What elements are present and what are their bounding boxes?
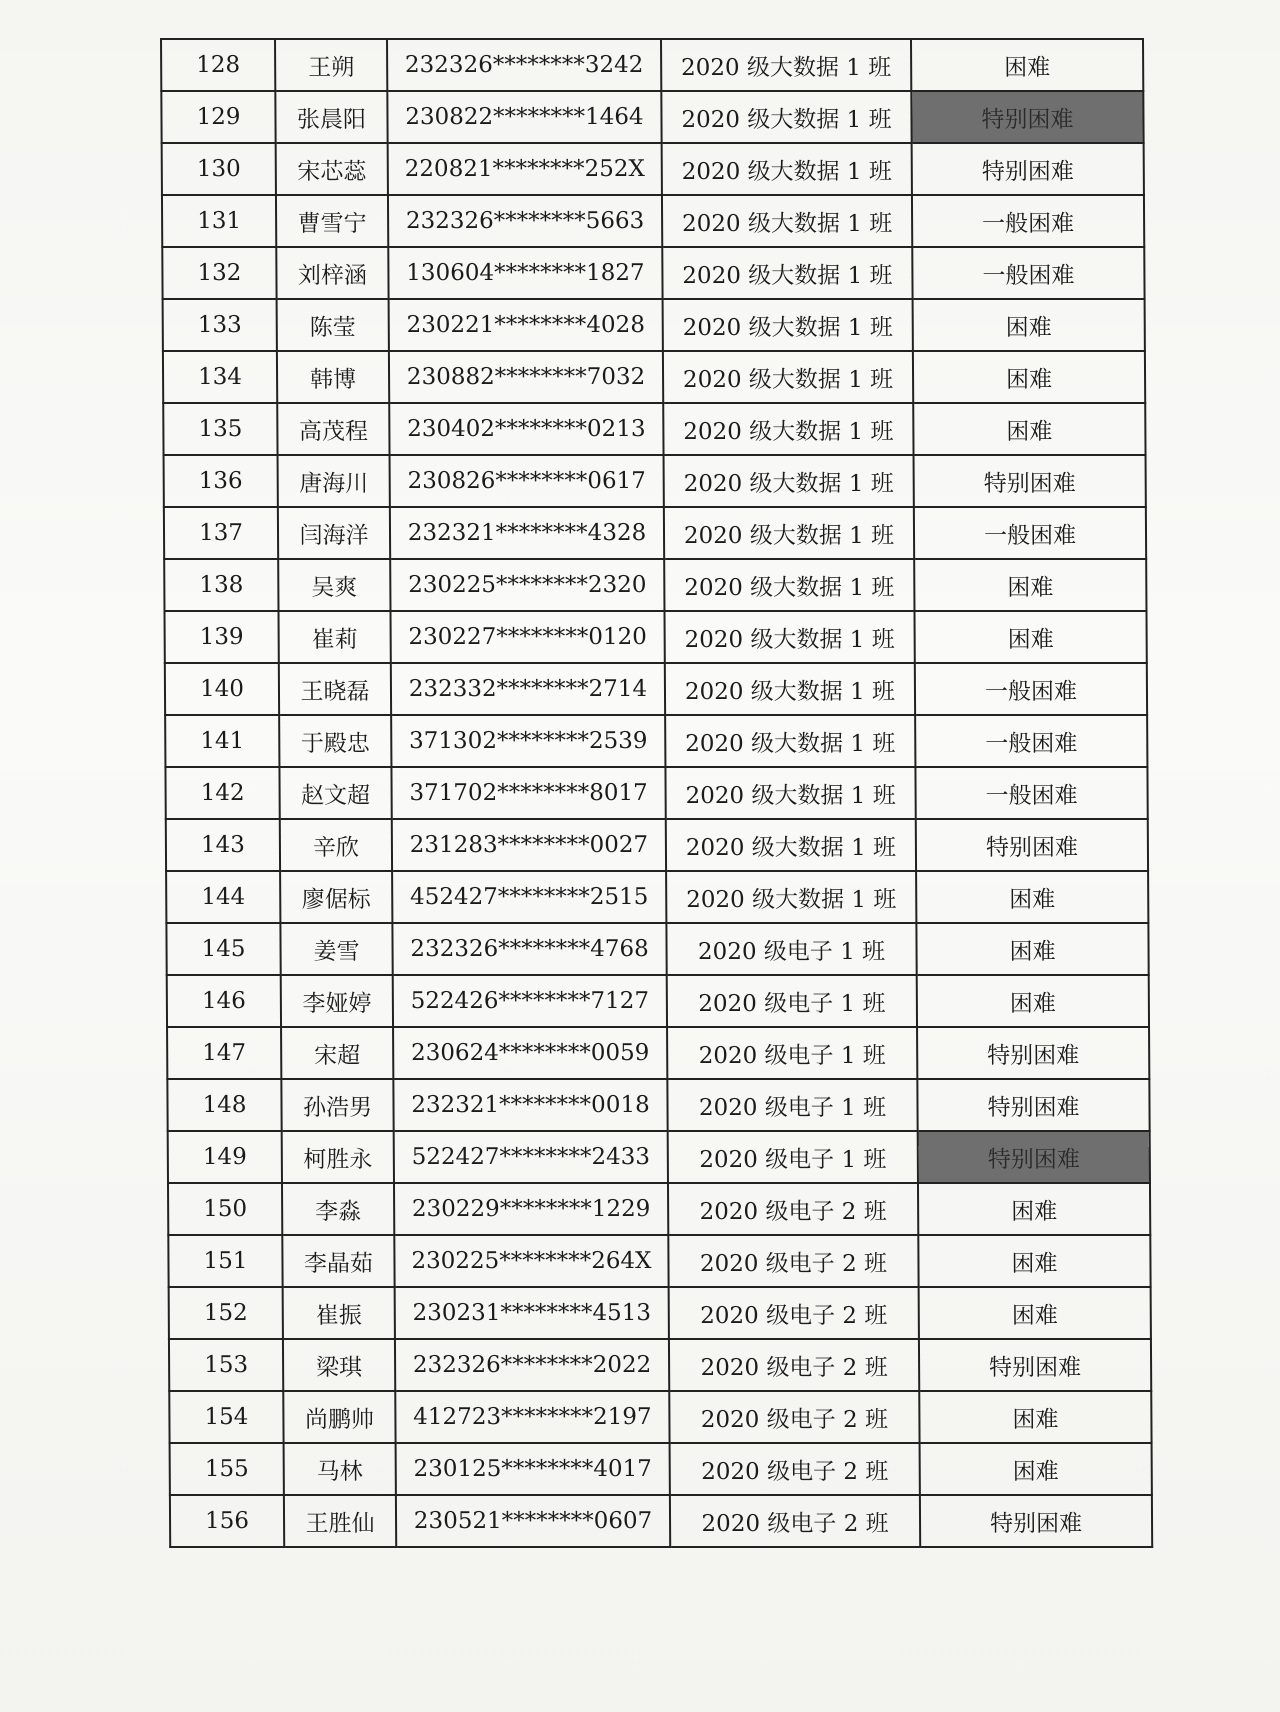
cell-id-number: 230882********7032 (389, 351, 663, 403)
cell-id-number: 231283********0027 (392, 819, 666, 871)
cell-id-number: 232332********2714 (391, 663, 665, 715)
cell-difficulty-level: 一般困难 (915, 663, 1147, 715)
cell-id-number: 371702********8017 (391, 767, 665, 819)
cell-class: 2020 级大数据 1 班 (663, 403, 913, 455)
cell-id-number: 220821********252X (388, 143, 662, 195)
cell-name: 刘梓涵 (276, 247, 388, 299)
table-row (163, 403, 1145, 455)
cell-difficulty-level: 特别困难 (916, 819, 1148, 871)
cell-difficulty-level: 特别困难 (917, 1027, 1149, 1079)
cell-class: 2020 级大数据 1 班 (666, 819, 916, 871)
cell-class: 2020 级大数据 1 班 (664, 455, 914, 507)
cell-difficulty-level: 一般困难 (914, 507, 1146, 559)
cell-difficulty-level: 困难 (916, 871, 1148, 923)
table-row (169, 1391, 1151, 1443)
cell-class: 2020 级大数据 1 班 (662, 195, 912, 247)
cell-name: 王晓磊 (279, 663, 391, 715)
cell-id-number: 371302********2539 (391, 715, 665, 767)
cell-class: 2020 级电子 1 班 (667, 1079, 917, 1131)
cell-id-number: 522426********7127 (393, 975, 667, 1027)
cell-class: 2020 级大数据 1 班 (661, 91, 911, 143)
table-row (167, 1079, 1149, 1131)
cell-class: 2020 级大数据 1 班 (664, 507, 914, 559)
cell-difficulty-level: 困难 (919, 1391, 1151, 1443)
table-row (164, 559, 1146, 611)
cell-difficulty-level: 困难 (913, 299, 1145, 351)
cell-id-number: 412723********2197 (395, 1391, 669, 1443)
table-row (163, 299, 1145, 351)
cell-name: 张晨阳 (275, 91, 387, 143)
cell-name: 王朔 (275, 39, 387, 91)
cell-name: 韩博 (277, 351, 389, 403)
table-row (169, 1287, 1151, 1339)
cell-class: 2020 级电子 2 班 (668, 1235, 918, 1287)
cell-name: 崔振 (283, 1287, 395, 1339)
cell-number: 128 (161, 39, 275, 91)
cell-class: 2020 级大数据 1 班 (662, 143, 912, 195)
cell-number: 154 (169, 1391, 283, 1443)
cell-name: 崔莉 (278, 611, 390, 663)
cell-name: 辛欣 (280, 819, 392, 871)
cell-name: 陈莹 (277, 299, 389, 351)
table-row (167, 975, 1149, 1027)
cell-difficulty-level: 一般困难 (912, 247, 1144, 299)
table-row (166, 923, 1148, 975)
cell-id-number: 230402********0213 (389, 403, 663, 455)
cell-name: 宋超 (281, 1027, 393, 1079)
cell-difficulty-level: 特别困难 (911, 91, 1143, 143)
cell-number: 132 (162, 247, 276, 299)
cell-difficulty-level: 困难 (914, 559, 1146, 611)
cell-name: 曹雪宁 (276, 195, 388, 247)
cell-number: 137 (164, 507, 278, 559)
cell-class: 2020 级大数据 1 班 (661, 39, 911, 91)
cell-class: 2020 级电子 2 班 (669, 1287, 919, 1339)
cell-difficulty-level: 困难 (913, 403, 1145, 455)
cell-id-number: 230826********0617 (390, 455, 664, 507)
table-row (169, 1339, 1151, 1391)
cell-id-number: 232326********4768 (392, 923, 666, 975)
table-row (165, 767, 1147, 819)
table-row (170, 1495, 1152, 1547)
table-row (166, 819, 1148, 871)
cell-class: 2020 级电子 2 班 (670, 1495, 920, 1547)
cell-class: 2020 级电子 1 班 (667, 1027, 917, 1079)
cell-number: 135 (163, 403, 277, 455)
cell-number: 155 (170, 1443, 284, 1495)
cell-id-number: 230225********264X (394, 1235, 668, 1287)
cell-name: 梁琪 (283, 1339, 395, 1391)
cell-number: 140 (165, 663, 279, 715)
cell-name: 于殿忠 (279, 715, 391, 767)
cell-id-number: 230225********2320 (390, 559, 664, 611)
cell-number: 149 (168, 1131, 282, 1183)
cell-name: 廖倨标 (280, 871, 392, 923)
cell-number: 134 (163, 351, 277, 403)
table-row (170, 1443, 1152, 1495)
cell-class: 2020 级大数据 1 班 (665, 663, 915, 715)
cell-number: 138 (164, 559, 278, 611)
table-row (162, 195, 1144, 247)
cell-class: 2020 级大数据 1 班 (663, 351, 913, 403)
cell-class: 2020 级大数据 1 班 (663, 299, 913, 351)
cell-class: 2020 级电子 2 班 (669, 1391, 919, 1443)
cell-class: 2020 级电子 2 班 (669, 1339, 919, 1391)
table-row (166, 871, 1148, 923)
cell-name: 李淼 (282, 1183, 394, 1235)
cell-difficulty-level: 一般困难 (915, 767, 1147, 819)
cell-number: 153 (169, 1339, 283, 1391)
table-row (161, 91, 1143, 143)
cell-difficulty-level: 困难 (918, 1183, 1150, 1235)
cell-difficulty-level: 困难 (919, 1287, 1151, 1339)
cell-difficulty-level: 特别困难 (918, 1131, 1150, 1183)
student-aid-table (160, 38, 1153, 1548)
cell-number: 133 (163, 299, 277, 351)
cell-difficulty-level: 特别困难 (914, 455, 1146, 507)
cell-name: 尚鹏帅 (283, 1391, 395, 1443)
cell-class: 2020 级大数据 1 班 (665, 767, 915, 819)
cell-id-number: 230227********0120 (390, 611, 664, 663)
cell-number: 147 (167, 1027, 281, 1079)
cell-difficulty-level: 困难 (917, 975, 1149, 1027)
cell-name: 高茂程 (277, 403, 389, 455)
table-row (163, 351, 1145, 403)
table-row (168, 1183, 1150, 1235)
cell-class: 2020 级大数据 1 班 (665, 715, 915, 767)
table-row (164, 507, 1146, 559)
cell-difficulty-level: 困难 (914, 611, 1146, 663)
cell-name: 马林 (284, 1443, 396, 1495)
table-row (161, 39, 1143, 91)
cell-class: 2020 级电子 1 班 (668, 1131, 918, 1183)
cell-class: 2020 级电子 2 班 (668, 1183, 918, 1235)
table-row (165, 715, 1147, 767)
cell-difficulty-level: 困难 (916, 923, 1148, 975)
cell-name: 姜雪 (280, 923, 392, 975)
cell-id-number: 232321********0018 (393, 1079, 667, 1131)
cell-difficulty-level: 困难 (920, 1443, 1152, 1495)
table-row (165, 663, 1147, 715)
cell-id-number: 230822********1464 (387, 91, 661, 143)
cell-id-number: 230229********1229 (394, 1183, 668, 1235)
cell-name: 柯胜永 (282, 1131, 394, 1183)
cell-difficulty-level: 特别困难 (917, 1079, 1149, 1131)
cell-number: 145 (166, 923, 280, 975)
cell-id-number: 232326********3242 (387, 39, 661, 91)
cell-class: 2020 级电子 1 班 (667, 975, 917, 1027)
table-row (168, 1131, 1150, 1183)
cell-difficulty-level: 一般困难 (912, 195, 1144, 247)
cell-id-number: 230521********0607 (396, 1495, 670, 1547)
cell-class: 2020 级大数据 1 班 (666, 871, 916, 923)
cell-id-number: 230125********4017 (396, 1443, 670, 1495)
cell-class: 2020 级大数据 1 班 (662, 247, 912, 299)
cell-number: 129 (161, 91, 275, 143)
cell-number: 139 (165, 611, 279, 663)
cell-number: 144 (166, 871, 280, 923)
cell-id-number: 130604********1827 (388, 247, 662, 299)
cell-class: 2020 级电子 2 班 (670, 1443, 920, 1495)
cell-id-number: 230624********0059 (393, 1027, 667, 1079)
cell-number: 148 (167, 1079, 281, 1131)
table-row (168, 1235, 1150, 1287)
cell-number: 142 (165, 767, 279, 819)
cell-number: 152 (169, 1287, 283, 1339)
cell-number: 151 (168, 1235, 282, 1287)
cell-difficulty-level: 特别困难 (912, 143, 1144, 195)
table-row (162, 143, 1144, 195)
cell-class: 2020 级电子 1 班 (666, 923, 916, 975)
cell-difficulty-level: 困难 (911, 39, 1143, 91)
cell-name: 王胜仙 (284, 1495, 396, 1547)
cell-number: 150 (168, 1183, 282, 1235)
cell-id-number: 522427********2433 (394, 1131, 668, 1183)
cell-class: 2020 级大数据 1 班 (664, 559, 914, 611)
table-row (167, 1027, 1149, 1079)
cell-difficulty-level: 特别困难 (919, 1339, 1151, 1391)
cell-id-number: 230231********4513 (395, 1287, 669, 1339)
cell-name: 闫海洋 (278, 507, 390, 559)
cell-id-number: 232326********2022 (395, 1339, 669, 1391)
cell-id-number: 230221********4028 (389, 299, 663, 351)
cell-name: 唐海川 (278, 455, 390, 507)
cell-id-number: 232321********4328 (390, 507, 664, 559)
table-row (162, 247, 1144, 299)
table-row (165, 611, 1147, 663)
cell-number: 131 (162, 195, 276, 247)
cell-difficulty-level: 困难 (913, 351, 1145, 403)
cell-number: 136 (164, 455, 278, 507)
cell-number: 156 (170, 1495, 284, 1547)
cell-name: 宋芯蕊 (276, 143, 388, 195)
cell-id-number: 452427********2515 (392, 871, 666, 923)
cell-id-number: 232326********5663 (388, 195, 662, 247)
cell-name: 李娅婷 (281, 975, 393, 1027)
cell-name: 孙浩男 (281, 1079, 393, 1131)
cell-name: 吴爽 (278, 559, 390, 611)
cell-name: 赵文超 (279, 767, 391, 819)
table-row (164, 455, 1146, 507)
cell-number: 130 (162, 143, 276, 195)
cell-number: 146 (167, 975, 281, 1027)
cell-number: 141 (165, 715, 279, 767)
cell-difficulty-level: 一般困难 (915, 715, 1147, 767)
cell-difficulty-level: 特别困难 (920, 1495, 1152, 1547)
table-body (161, 39, 1152, 1547)
cell-difficulty-level: 困难 (918, 1235, 1150, 1287)
cell-name: 李晶茹 (282, 1235, 394, 1287)
cell-number: 143 (166, 819, 280, 871)
cell-class: 2020 级大数据 1 班 (664, 611, 914, 663)
